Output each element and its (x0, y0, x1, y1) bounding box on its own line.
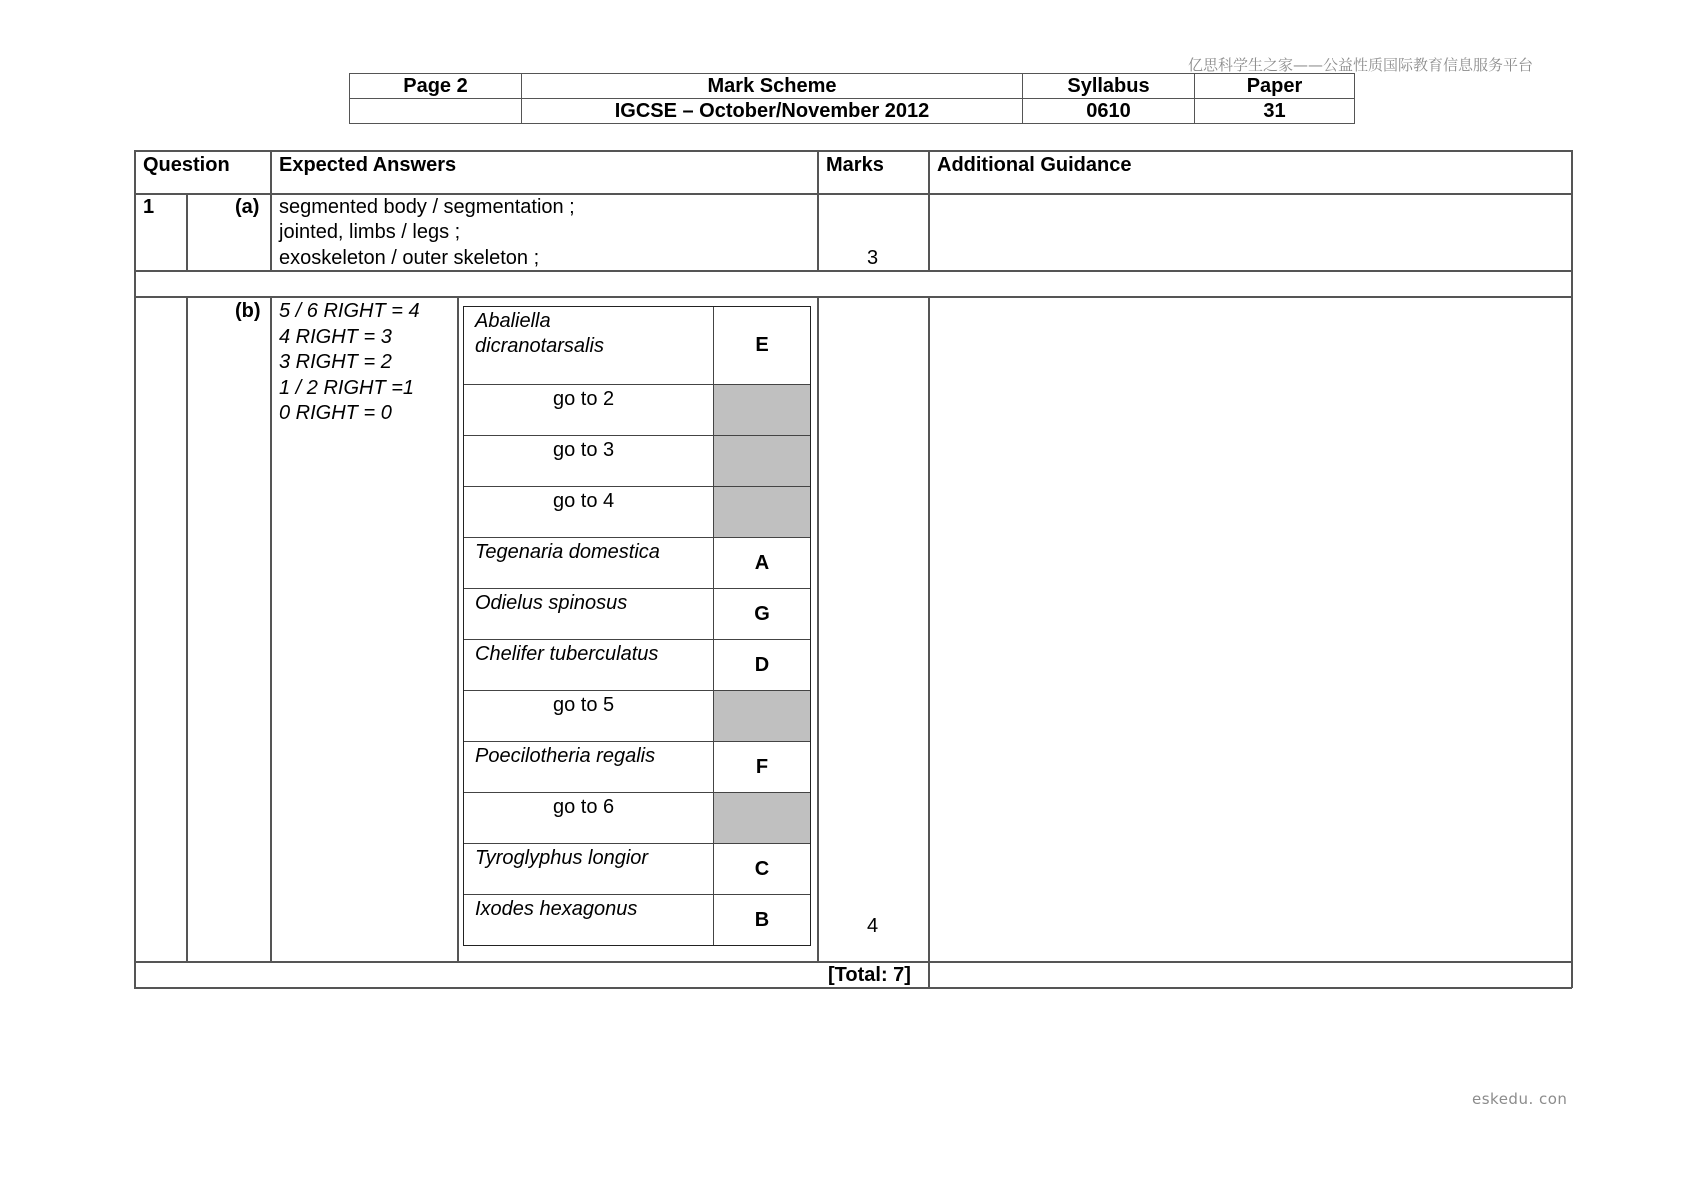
key-row (464, 690, 810, 741)
scoring-line: 5 / 6 RIGHT = 4 (279, 300, 420, 322)
header-paper: 31 (1195, 99, 1355, 124)
header-paper-label: Paper (1195, 74, 1355, 99)
key-shaded-cell (714, 691, 810, 741)
key-row (464, 588, 810, 639)
key-letter: A (754, 551, 770, 574)
key-row (464, 384, 810, 435)
scoring-line: 0 RIGHT = 0 (279, 402, 392, 424)
question-number: 1 (143, 196, 155, 218)
header-exam: IGCSE – October/November 2012 (522, 99, 1023, 124)
key-row (464, 486, 810, 537)
key-shaded-cell (714, 385, 810, 435)
key-species-name: Odielus spinosus (464, 589, 714, 639)
key-row (464, 537, 810, 588)
question-part-a: (a) (235, 196, 260, 218)
key-species-name: Tyroglyphus longior (464, 844, 714, 894)
scoring-line: 4 RIGHT = 3 (279, 326, 392, 348)
column-expected-answers: Expected Answers (279, 154, 457, 176)
question-part-b: (b) (235, 300, 261, 322)
watermark-top: 亿思科学生之家——公益性质国际教育信息服务平台 (1188, 56, 1534, 74)
key-shaded-cell (714, 487, 810, 537)
watermark-bottom: eskedu. con (1472, 1090, 1568, 1108)
key-goto: go to 6 (464, 793, 714, 843)
column-additional-guidance: Additional Guidance (937, 154, 1132, 176)
key-row (464, 307, 810, 384)
key-shaded-cell (714, 793, 810, 843)
key-species-name: Poecilotheria regalis (464, 742, 714, 792)
header-syllabus-label: Syllabus (1023, 74, 1195, 99)
key-letter: D (754, 653, 770, 676)
key-row (464, 741, 810, 792)
key-goto: go to 4 (464, 487, 714, 537)
header-page: Page 2 (350, 74, 522, 99)
key-row (464, 792, 810, 843)
header-syllabus: 0610 (1023, 99, 1195, 124)
key-row (464, 435, 810, 486)
key-letter: F (755, 755, 769, 778)
key-letter: E (755, 334, 769, 356)
answer-line: jointed, limbs / legs ; (279, 221, 461, 243)
key-goto: go to 5 (464, 691, 714, 741)
header-empty (350, 99, 522, 124)
key-row (464, 843, 810, 894)
column-question: Question (143, 154, 230, 176)
scoring-line: 1 / 2 RIGHT =1 (279, 377, 415, 399)
answer-line: exoskeleton / outer skeleton ; (279, 247, 540, 269)
key-letter: G (754, 602, 770, 625)
header-mark-scheme: Mark Scheme (522, 74, 1023, 99)
key-shaded-cell (714, 436, 810, 486)
total-marks: [Total: 7] (828, 964, 911, 986)
key-species-name: Abaliella dicranotarsalis (464, 307, 714, 384)
key-letter: C (754, 857, 770, 880)
key-goto: go to 2 (464, 385, 714, 435)
answer-line: segmented body / segmentation ; (279, 196, 575, 218)
key-letter: B (754, 908, 770, 931)
key-row (464, 894, 810, 945)
marks-1a: 3 (867, 247, 879, 269)
key-row (464, 639, 810, 690)
key-goto: go to 3 (464, 436, 714, 486)
key-species-name: Ixodes hexagonus (464, 895, 714, 945)
scoring-line: 3 RIGHT = 2 (279, 351, 392, 373)
key-answer-table (463, 306, 811, 946)
header-table (349, 73, 1355, 124)
key-species-name: Tegenaria domestica (464, 538, 714, 588)
column-marks: Marks (826, 154, 884, 176)
key-species-name: Chelifer tuberculatus (464, 640, 714, 690)
marks-1b: 4 (867, 915, 879, 937)
